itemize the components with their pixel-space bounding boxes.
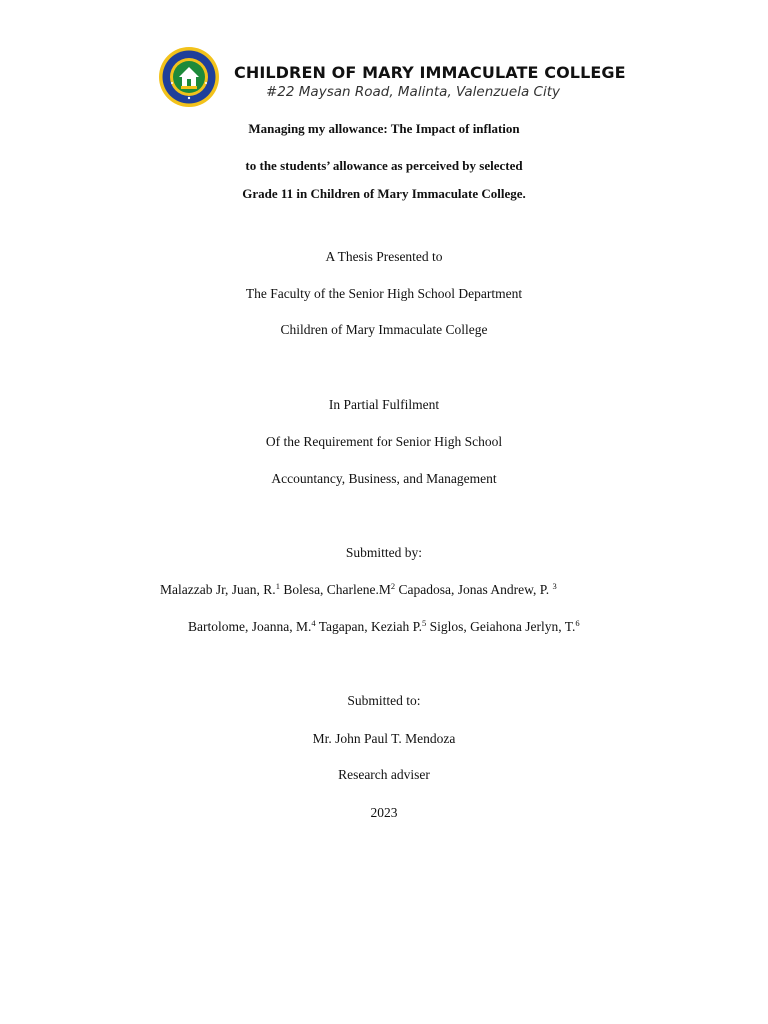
submitted-to-label: Submitted to: [347,693,421,708]
presented-to-label: A Thesis Presented to [325,249,443,264]
author-name: Malazzab Jr, Juan, R. [160,582,276,597]
authors-line-1 [160,582,557,598]
faculty-line: The Faculty of the Senior High School Department [245,286,523,301]
college-line: Children of Mary Immaculate College [280,322,488,337]
author-number: 4 [311,618,316,628]
author-number: 2 [390,581,396,591]
college-seal-logo [158,46,220,108]
requirement-line: Of the Requirement for Senior High School [265,434,503,449]
strand-line: Accountancy, Business, and Management [271,471,497,486]
adviser-role: Research adviser [338,767,430,782]
author-name: Capadosa, Jonas Andrew, P. [395,582,553,597]
author-number: 1 [275,581,280,591]
submission-year: 2023 [370,805,398,820]
author-number: 3 [552,581,557,591]
author-name: Bartolome, Joanna, M. [188,619,312,634]
institution-address: #22 Maysan Road, Malinta, Valenzuela City [266,84,561,100]
institution-name: CHILDREN OF MARY IMMACULATE COLLEGE [234,63,626,82]
thesis-title-line-1: Managing my allowance: The Impact of inflation [248,121,520,136]
author-number: 5 [422,618,427,628]
thesis-title-line-2: to the students’ allowance as perceived by selected [245,158,523,173]
author-name: Tagapan, Keziah P. [315,619,423,634]
author-name: Bolesa, Charlene.M [279,582,391,597]
author-number: 6 [575,618,580,628]
authors-line-2 [188,619,580,635]
adviser-name: Mr. John Paul T. Mendoza [312,731,456,746]
partial-fulfilment-label: In Partial Fulfilment [328,397,440,412]
thesis-title-line-3: Grade 11 in Children of Mary Immaculate College. [242,186,526,201]
author-name: Siglos, Geiahona Jerlyn, T. [426,619,576,634]
submitted-by-label: Submitted by: [345,545,423,560]
